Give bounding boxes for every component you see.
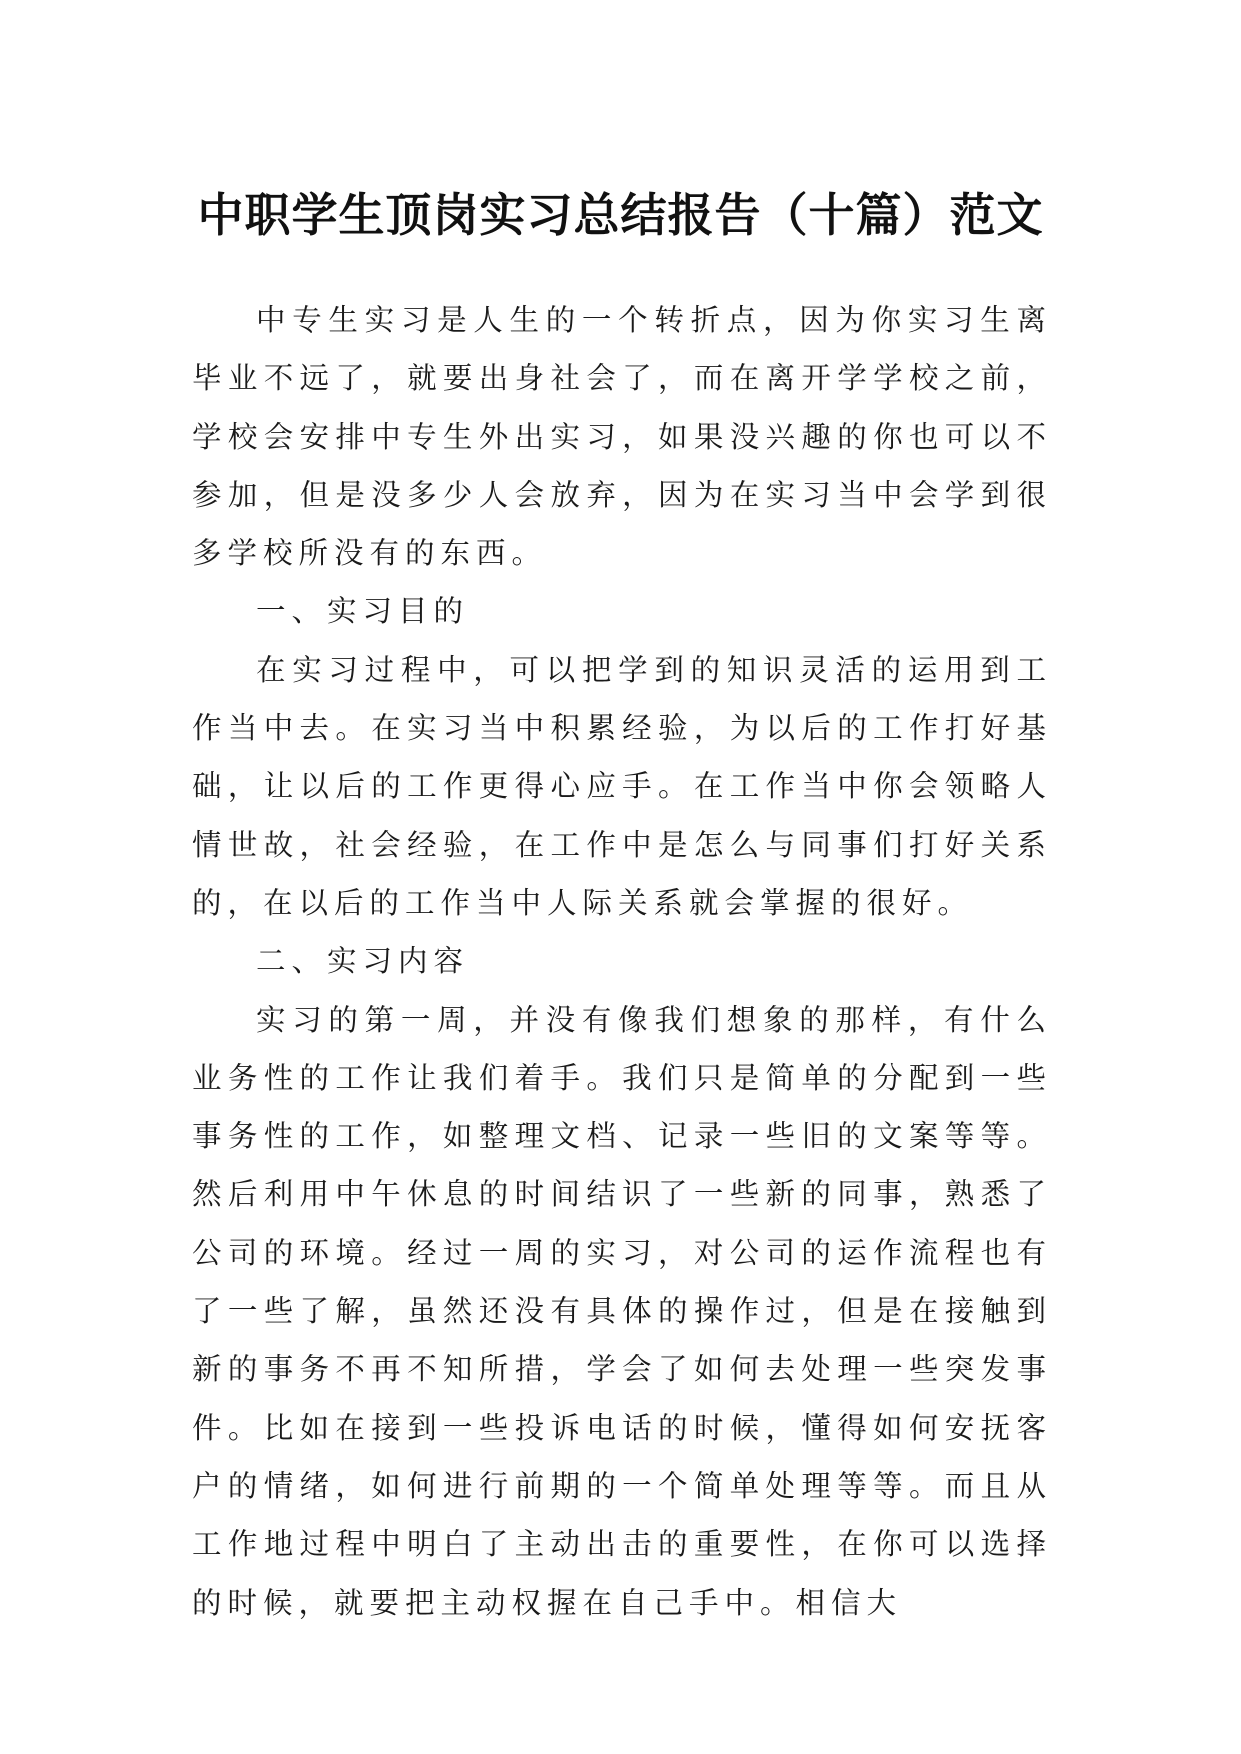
intro-paragraph: 中专生实习是人生的一个转折点，因为你实习生离毕业不远了，就要出身社会了，而在离开学学校之前，学校会安排中专生外出实习，如果没兴趣的你也可以不参加，但是没多少人会放弃，因为在实习当中会学到很多学校所没有的东西。 [192,303,1052,571]
section-paragraph-purpose: 在实习过程中，可以把学到的知识灵活的运用到工作当中去。在实习当中积累经验，为以后的工作打好基础，让以后的工作更得心应手。在工作当中你会领略人情世故，社会经验，在工作中是怎么与同事们打好关系的，在以后的工作当中人际关系就会掌握的很好。 [192,652,1052,920]
section-heading-content: 二、实习内容 [256,944,470,979]
section-heading-purpose: 一、实习目的 [256,594,470,629]
section-paragraph-content: 实习的第一周，并没有像我们想象的那样，有什么业务性的工作让我们着手。我们只是简单的分配到一些事务性的工作，如整理文档、记录一些旧的文案等等。然后利用中午休息的时间结识了一些新的同事，熟悉了公司的环境。经过一周的实习，对公司的运作流程也有了一些了解，虽然还没有具体的操作过，但是在接触到新的事务不再不知所措，学会了如何去处理一些突发事件。比如在接到一些投诉电话的时候，懂得如何安抚客户的情绪，如何进行前期的一个简单处理等等。而且从工作地过程中明白了主动出击的重要性，在你可以选择的时候，就要把主动权握在自己手中。相信大 [192,1002,1052,1620]
document-body [192,291,1052,1632]
document-title: 中职学生顶岗实习总结报告（十篇）范文 [197,187,1044,242]
